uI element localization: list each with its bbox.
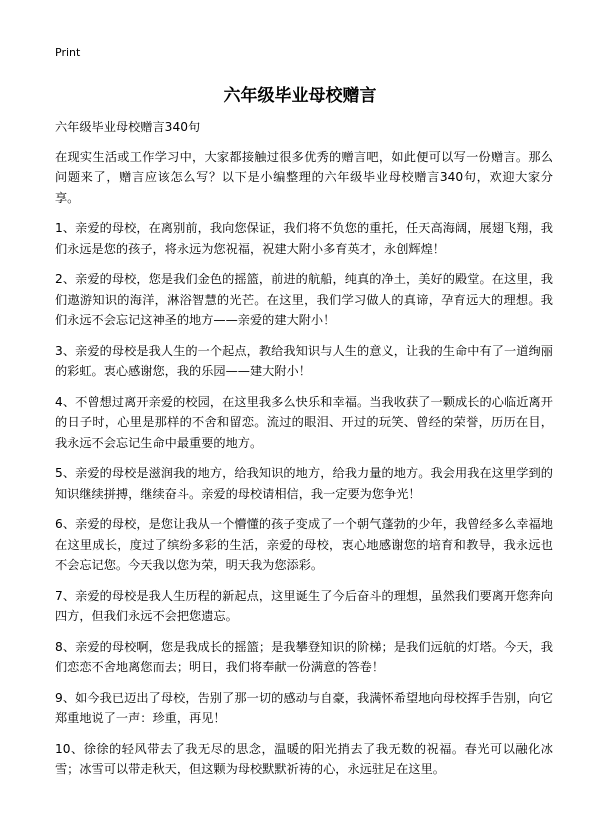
quote-paragraph-8: 8、亲爱的母校啊，您是我成长的摇篮；是我攀登知识的阶梯；是我们远航的灯塔。今天，我们恋恋不舍地离您而去；明日，我们将奉献一份满意的答卷！ xyxy=(55,639,553,674)
quote-paragraph-7: 7、亲爱的母校是我人生历程的新起点，这里诞生了今后奋斗的理想，虽然我们要离开您奔向四方，但我们永远不会把您遗忘。 xyxy=(55,588,553,623)
document-subtitle: 六年级毕业母校赠言340句 xyxy=(55,120,201,134)
quote-paragraph-2: 2、亲爱的母校，您是我们金色的摇篮，前进的航船，纯真的净土，美好的殿堂。在这里，我们遨游知识的海洋，淋浴智慧的光芒。在这里，我们学习做人的真谛，孕育远大的理想。我们永远不会忘记这神圣的地方——亲爱的建大附小！ xyxy=(55,272,553,327)
print-link[interactable]: Print xyxy=(55,46,81,59)
quote-paragraph-6: 6、亲爱的母校，是您让我从一个懵懂的孩子变成了一个朝气蓬勃的少年，我曾经多么幸福地在这里成长，度过了缤纷多彩的生活，亲爱的母校，衷心地感谢您的培育和教导，我永远也不会忘记您。今天我以您为荣，明天我为您添彩。 xyxy=(55,517,553,572)
quote-paragraph-4: 4、不曾想过离开亲爱的校园，在这里我多么快乐和幸福。当我收获了一颗成长的心临近离开的日子时，心里是那样的不舍和留恋。流过的眼泪、开过的玩笑、曾经的荣誉，历历在目，我永远不会忘记生命中最重要的地方。 xyxy=(55,394,553,450)
quote-paragraph-1: 1、亲爱的母校，在离别前，我向您保证，我们将不负您的重托，任天高海阔，展翅飞翔，我们永远是您的孩子，将永远为您祝福，祝建大附小多育英才，永创辉煌！ xyxy=(55,221,553,256)
document-body xyxy=(55,117,553,790)
quote-paragraph-10: 10、徐徐的轻风带去了我无尽的思念，温暖的阳光捎去了我无数的祝福。春光可以融化冰雪；冰雪可以带走秋天，但这颗为母校默默祈祷的心，永远驻足在这里。 xyxy=(55,741,553,776)
page-title: 六年级毕业母校赠言 xyxy=(223,86,377,106)
intro-paragraph: 在现实生活或工作学习中，大家都接触过很多优秀的赠言吧，如此便可以写一份赠言。那么问题来了，赠言应该怎么写？以下是小编整理的六年级毕业母校赠言340句，欢迎大家分享。 xyxy=(55,149,553,205)
quote-paragraph-9: 9、如今我已迈出了母校，告别了那一切的感动与自豪，我满怀希望地向母校挥手告别，向它郑重地说了一声：珍重，再见！ xyxy=(55,690,553,725)
quote-paragraph-5: 5、亲爱的母校是滋润我的地方，给我知识的地方，给我力量的地方。我会用我在这里学到的知识继续拼搏，继续奋斗。亲爱的母校请相信，我一定要为您争光！ xyxy=(55,466,553,501)
quote-paragraph-3: 3、亲爱的母校是我人生的一个起点，教给我知识与人生的意义，让我的生命中有了一道绚丽的彩虹。衷心感谢您，我的乐园——建大附小！ xyxy=(55,343,553,378)
